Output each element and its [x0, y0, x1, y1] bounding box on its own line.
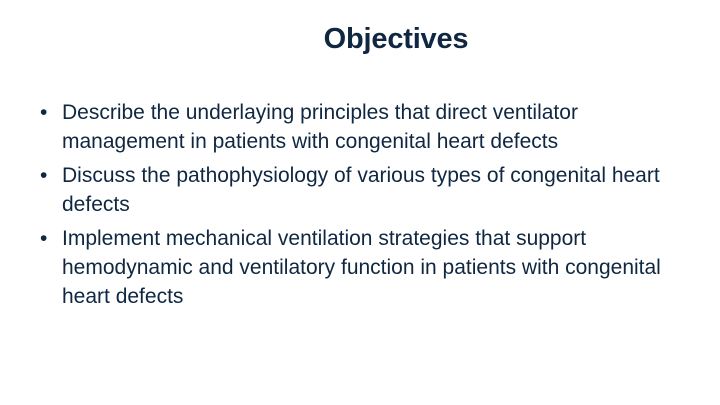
bullet-marker: •	[40, 164, 48, 187]
list-item	[38, 224, 678, 311]
bullet-text: Implement mechanical ventilation strategies that support hemodynamic and ventilatory function in patients with congenital heart defects	[62, 227, 661, 308]
list-item	[38, 98, 678, 156]
title-area	[0, 0, 720, 70]
objectives-list	[38, 98, 678, 316]
list-item	[38, 161, 678, 219]
bullet-marker: •	[40, 101, 48, 124]
bullet-text: Discuss the pathophysiology of various types of congenital heart defects	[62, 164, 660, 216]
bullet-text: Describe the underlaying principles that direct ventilator management in patients with congenital heart defects	[62, 101, 578, 153]
slide-title: Objectives	[323, 23, 469, 55]
bullet-marker: •	[40, 227, 48, 250]
